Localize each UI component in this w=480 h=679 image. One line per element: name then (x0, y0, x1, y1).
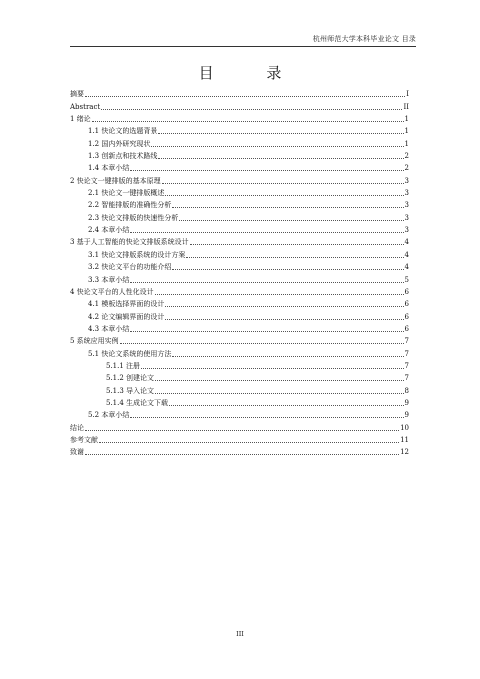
toc-entry[interactable] (70, 420, 409, 432)
toc-entry[interactable] (70, 445, 409, 457)
toc-entry[interactable] (70, 346, 409, 358)
toc-entry[interactable] (70, 99, 409, 111)
toc-dot-leader (85, 96, 405, 97)
toc-dot-leader (165, 319, 403, 320)
toc-entry-label: 致谢 (70, 448, 84, 457)
toc-entry[interactable] (70, 149, 409, 161)
toc-entry-page: 4 (404, 250, 409, 259)
toc-dot-leader (130, 232, 403, 233)
toc-entry-label: 摘要 (70, 90, 84, 99)
toc-entry-label: 2.3 快论文排版的快速性分析 (88, 213, 179, 222)
toc-entry[interactable] (70, 124, 409, 136)
toc-dot-leader (85, 430, 399, 431)
toc-entry-label: 5.1.3 导入论文 (106, 386, 155, 395)
toc-entry[interactable] (70, 371, 409, 383)
toc-entry-page: 11 (400, 435, 409, 444)
toc-entry[interactable] (70, 334, 409, 346)
toc-entry-page: II (403, 102, 409, 111)
toc-entry[interactable] (70, 309, 409, 321)
toc-entry-page: 2 (404, 152, 409, 161)
toc-entry-label: 1.3 创新点和技术路线 (88, 152, 158, 161)
toc-dot-leader (158, 133, 403, 134)
toc-dot-leader (151, 146, 403, 147)
toc-entry-label: 4.3 本章小结 (88, 324, 130, 333)
toc-entry[interactable] (70, 322, 409, 334)
toc-entry-page: 7 (404, 361, 409, 370)
toc-entry-page: 1 (404, 115, 409, 124)
toc-entry-label: 3 基于人工智能的快论文排版系统设计 (70, 238, 189, 247)
toc-dot-leader (172, 356, 403, 357)
toc-entry-label: 5.1.1 注册 (106, 361, 141, 370)
toc-entry-label: 4 快论文平台的人性化设计 (70, 287, 154, 296)
toc-entry-page: 9 (404, 411, 409, 420)
toc-dot-leader (186, 257, 403, 258)
toc-entry-label: 1.1 快论文的选题背景 (88, 127, 158, 136)
toc-entry-label: 4.1 模板选择界面的设计 (88, 300, 165, 309)
toc-dot-leader (130, 282, 403, 283)
toc-entry-label: 5.1.4 生成论文下载 (106, 398, 169, 407)
toc-entry-page: 7 (404, 349, 409, 358)
toc-dot-leader (92, 121, 404, 122)
toc-entry-label: 2.2 智能排版的准确性分析 (88, 201, 172, 210)
toc-entry-page: 3 (404, 176, 409, 185)
toc-entry-page: 3 (404, 201, 409, 210)
toc-entry-label: 5.2 本章小结 (88, 411, 130, 420)
toc-entry[interactable] (70, 112, 409, 124)
toc-dot-leader (190, 244, 404, 245)
toc-entry-page: 6 (404, 300, 409, 309)
toc-entry-label: 5 系统应用实例 (70, 337, 119, 346)
table-of-contents (70, 87, 409, 457)
toc-dot-leader (155, 380, 403, 381)
toc-dot-leader (141, 368, 403, 369)
toc-entry-page: 8 (404, 386, 409, 395)
toc-entry[interactable] (70, 383, 409, 395)
toc-entry-label: 3.2 快论文平台的功能介绍 (88, 263, 172, 272)
toc-dot-leader (130, 170, 403, 171)
toc-dot-leader (179, 220, 403, 221)
toc-entry[interactable] (70, 285, 409, 297)
toc-entry[interactable] (70, 235, 409, 247)
header-rule (70, 46, 416, 47)
toc-entry-page: 4 (404, 238, 409, 247)
toc-dot-leader (155, 294, 404, 295)
toc-entry-label: 5.1 快论文系统的使用方法 (88, 349, 172, 358)
toc-entry[interactable] (70, 247, 409, 259)
toc-dot-leader (165, 306, 403, 307)
toc-entry-page: 3 (404, 213, 409, 222)
footer-page-number: III (236, 630, 244, 638)
toc-entry-label: 1 绪论 (70, 115, 91, 124)
toc-dot-leader (158, 158, 403, 159)
toc-entry[interactable] (70, 408, 409, 420)
toc-entry-page: I (406, 90, 409, 99)
toc-entry-page: 5 (404, 275, 409, 284)
toc-dot-leader (165, 195, 403, 196)
toc-entry[interactable] (70, 272, 409, 284)
toc-entry[interactable] (70, 396, 409, 408)
toc-entry[interactable] (70, 223, 409, 235)
toc-dot-leader (169, 405, 403, 406)
toc-entry[interactable] (70, 186, 409, 198)
toc-entry-label: 2.1 快论文一键排版概述 (88, 189, 165, 198)
toc-entry-page: 9 (404, 398, 409, 407)
toc-entry-label: 3.3 本章小结 (88, 275, 130, 284)
toc-entry-label: 2.4 本章小结 (88, 226, 130, 235)
toc-entry-page: 6 (404, 324, 409, 333)
toc-dot-leader (172, 269, 403, 270)
toc-entry[interactable] (70, 260, 409, 272)
toc-entry-label: 1.2 国内外研究现状 (88, 139, 151, 148)
toc-entry-page: 6 (404, 312, 409, 321)
toc-entry-label: 1.4 本章小结 (88, 164, 130, 173)
toc-entry-label: 4.2 论文编辑界面的设计 (88, 312, 165, 321)
toc-entry-label: 5.1.2 创建论文 (106, 374, 155, 383)
toc-entry[interactable] (70, 210, 409, 222)
toc-entry[interactable] (70, 173, 409, 185)
toc-entry-page: 6 (404, 287, 409, 296)
toc-entry-label: Abstract (70, 102, 101, 111)
toc-entry-label: 结论 (70, 423, 84, 432)
toc-dot-leader (155, 393, 403, 394)
toc-entry-label: 3.1 快论文排版系统的设计方案 (88, 250, 186, 259)
toc-entry-label: 2 快论文一键排版的基本原理 (70, 176, 161, 185)
toc-entry-page: 3 (404, 189, 409, 198)
toc-entry[interactable] (70, 297, 409, 309)
toc-entry[interactable] (70, 161, 409, 173)
toc-entry[interactable] (70, 136, 409, 148)
toc-entry-page: 10 (400, 423, 409, 432)
toc-dot-leader (85, 454, 399, 455)
toc-dot-leader (172, 207, 403, 208)
toc-entry-page: 2 (404, 164, 409, 173)
toc-entry[interactable] (70, 359, 409, 371)
toc-dot-leader (162, 183, 404, 184)
toc-dot-leader (130, 331, 403, 332)
toc-entry[interactable] (70, 433, 409, 445)
toc-entry-page: 3 (404, 226, 409, 235)
toc-entry[interactable] (70, 198, 409, 210)
toc-entry-page: 1 (404, 127, 409, 136)
toc-entry-page: 12 (400, 448, 409, 457)
toc-entry-page: 1 (404, 139, 409, 148)
toc-entry-page: 7 (404, 337, 409, 346)
toc-entry[interactable] (70, 87, 409, 99)
toc-dot-leader (130, 417, 403, 418)
toc-entry-page: 7 (404, 374, 409, 383)
running-header: 杭州师范大学本科毕业论文 目录 (312, 35, 416, 43)
toc-entry-label: 参考文献 (70, 435, 98, 444)
toc-dot-leader (99, 442, 399, 443)
toc-dot-leader (101, 109, 402, 110)
toc-dot-leader (120, 343, 404, 344)
toc-entry-page: 4 (404, 263, 409, 272)
toc-title: 目 录 (198, 64, 306, 82)
